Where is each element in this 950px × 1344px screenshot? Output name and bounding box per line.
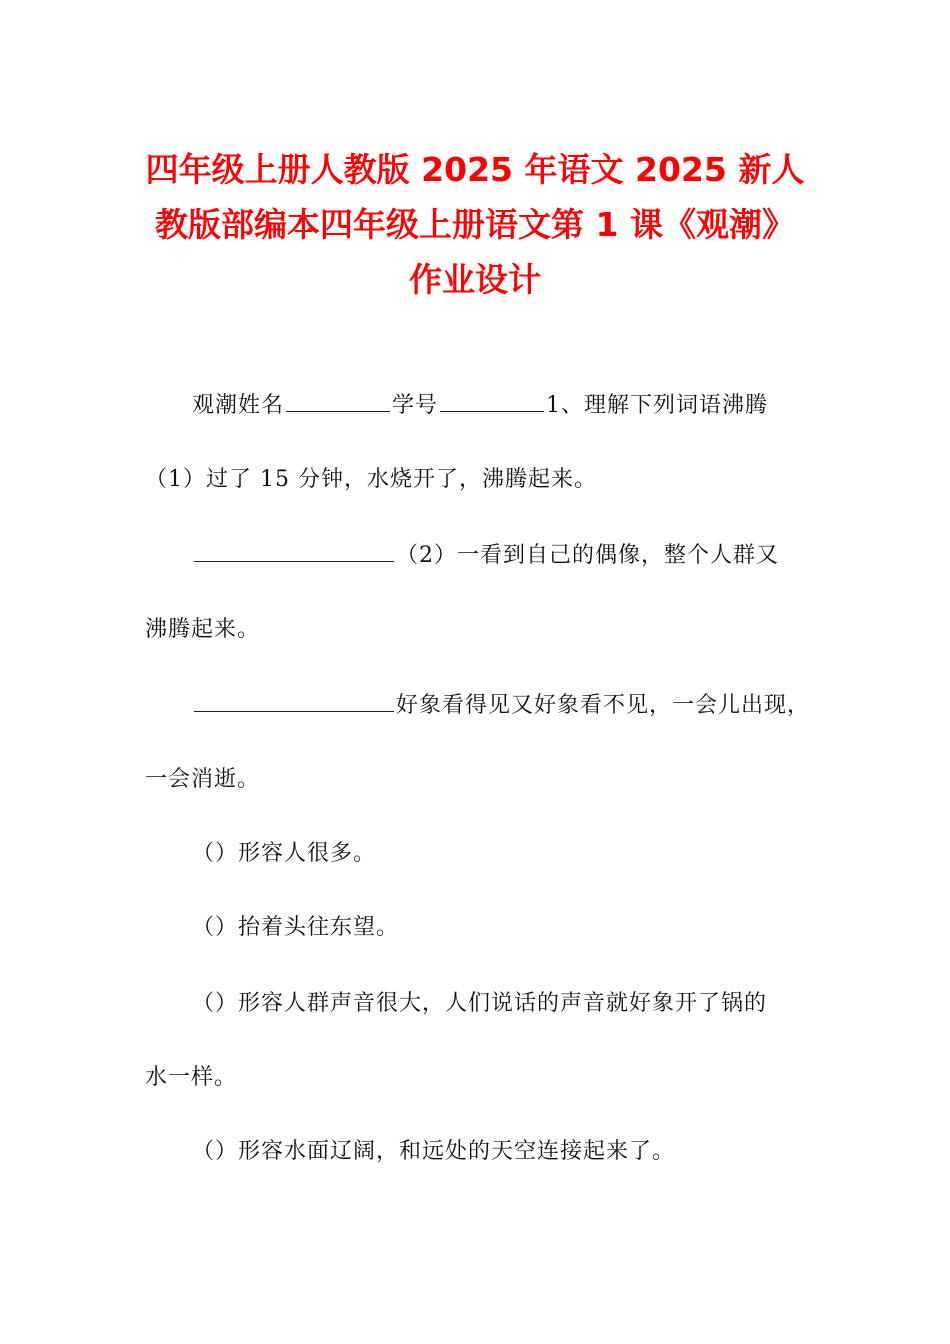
title-line-3: 作业设计 [409,260,541,299]
list-item-4: （）形容水面辽阔，和远处的天空连接起来了。 [192,1139,676,1164]
sentence-2-text: （2）一看到自己的偶像，整个人群又 [396,543,779,568]
sentence-2-line-1 [192,538,779,569]
title-line-1: 四年级上册人教版 2025 年语文 2025 新人 [145,150,805,189]
number-label: 学号 [392,393,439,418]
document-title [100,142,850,307]
header-line [192,388,768,419]
answer-blank-1[interactable] [194,541,394,562]
name-blank[interactable] [286,391,390,412]
list-item-3-line-1: （）形容人群声音很大，人们说话的声音就好象开了锅的 [192,991,768,1016]
sentence-3-text: 好象看得见又好象看不见，一会儿出现， [396,693,811,718]
question-1-prompt: 1、理解下列词语沸腾 [546,393,769,418]
sentence-2-line-2: 沸腾起来。 [145,617,261,642]
sentence-3-line-1 [192,688,810,719]
list-item-1: （）形容人很多。 [192,841,377,866]
sentence-1: （1）过了 15 分钟，水烧开了，沸腾起来。 [145,467,597,492]
list-item-2: （）抬着头往东望。 [192,915,400,940]
number-blank[interactable] [440,391,544,412]
answer-blank-2[interactable] [194,691,394,712]
sentence-3-line-2: 一会消逝。 [145,767,261,792]
list-item-3-line-2: 水一样。 [145,1065,238,1090]
name-label: 姓名 [238,393,285,418]
lesson-name: 观潮 [192,393,239,418]
title-line-2: 教版部编本四年级上册语文第 1 课《观潮》 [155,205,795,244]
